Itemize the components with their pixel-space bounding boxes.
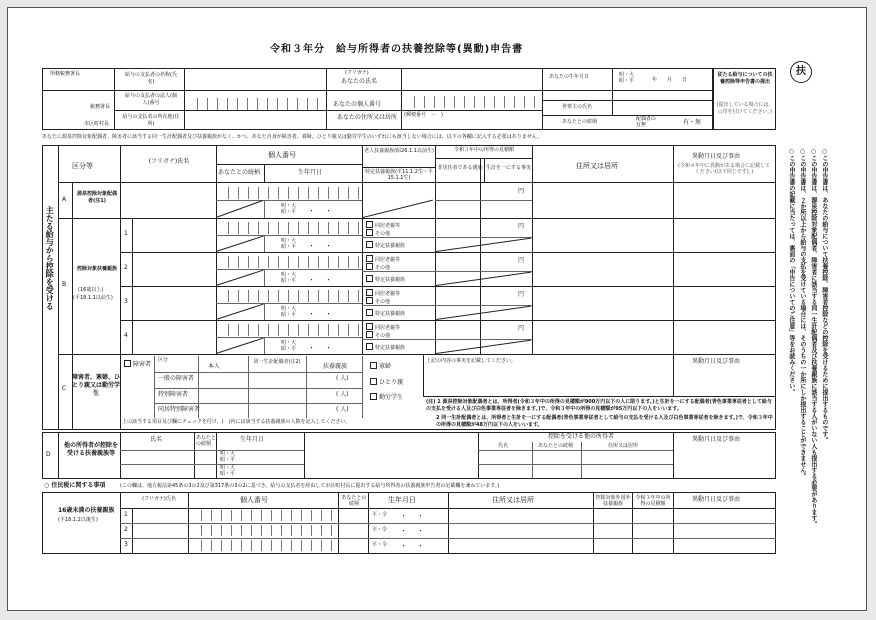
row-b-name-field[interactable]: [133, 321, 215, 353]
cohabit-handicap[interactable]: 同居特別障害者: [158, 406, 201, 413]
row-b-yen: 円: [518, 257, 525, 264]
row-d-other-rel: あなたとの続柄: [538, 443, 574, 449]
tax-office-suffix: 税務署長: [90, 104, 111, 110]
col-address: 住所又は居所: [576, 162, 618, 170]
row-b-yen: 円: [518, 291, 525, 298]
elderly-other-checkbox[interactable]: その他: [366, 331, 390, 339]
row-c-same-spouse: 同一生計配偶者(注2): [253, 359, 301, 365]
handicap-checkbox[interactable]: 障害者: [124, 360, 151, 368]
your-address-field[interactable]: [402, 120, 541, 129]
row-b-num: 3: [124, 298, 128, 305]
row-d-title: 他の所得者が控除を受ける扶養親族等: [64, 442, 119, 458]
row-b-num: 4: [124, 332, 128, 339]
elderly-parent-checkbox[interactable]: 同居老親等: [366, 221, 400, 229]
row-b-name-field[interactable]: [133, 287, 215, 319]
count-special[interactable]: ( 人): [336, 391, 349, 398]
resident-tax-title: 16歳未満の扶養親族: [58, 507, 115, 514]
row-b-mynumber-field[interactable]: [219, 324, 359, 336]
form-badge: 扶: [790, 61, 812, 83]
row-b-mynumber-field[interactable]: [219, 290, 359, 302]
elderly-parent-checkbox[interactable]: 同居老親等: [366, 255, 400, 263]
student-checkbox[interactable]: 勤労学生: [370, 393, 403, 401]
rt-mynumber-field[interactable]: [192, 540, 334, 551]
row-d-other-addr: 住所又は居所: [608, 443, 639, 449]
row-c-dependents: 扶養親族: [323, 363, 348, 370]
row-b-title: 控除対象扶養親族: [76, 266, 117, 272]
rt-row-num: 1: [124, 511, 128, 518]
rt-col-name: (フリガナ)氏名: [142, 496, 176, 502]
row-b-mynumber-field[interactable]: [219, 256, 359, 268]
row-b-mynumber-field[interactable]: [219, 222, 359, 234]
specific-dependent-checkbox[interactable]: 特定扶養親族: [366, 343, 405, 351]
row-c-kubun: 区分: [158, 357, 169, 363]
row-b-era[interactable]: 明・大昭・平: [281, 306, 297, 318]
rt-col-change: 異動月日及び事由: [692, 496, 741, 503]
resident-tax-header: ○ 住民税に関する事項: [44, 482, 106, 489]
row-d-deduct-col: 控除を受ける他の所得者: [548, 433, 615, 440]
elderly-other-checkbox[interactable]: その他: [366, 263, 390, 271]
row-c-letter: C: [62, 385, 67, 392]
elderly-other-checkbox[interactable]: その他: [366, 297, 390, 305]
col-change-note: (令和４年中に異動がある場合に記載してください(以下同じです)。): [678, 163, 770, 176]
rt-col-mynumber: 個人番号: [240, 496, 268, 504]
rt-era[interactable]: 平・令: [372, 512, 388, 518]
row-c-title: 障害者、寡婦、ひとり親又は勤労学生: [72, 374, 121, 397]
row-a-letter: A: [62, 196, 67, 203]
row-b-letter: B: [62, 281, 67, 288]
rt-col-rel: あなたとの続柄: [341, 495, 367, 507]
rt-col-nonres: 控除対象外国外扶養親族: [595, 495, 631, 507]
payer-number-label: 給与の支払者の法人(個人)番号: [125, 93, 177, 106]
payer-address-label: 給与の支払者の所在地(住所): [122, 114, 180, 127]
side-note: ○この申告書の記載に当たっては、裏面の「申告についてのご注意」等をお読みください。: [787, 148, 795, 395]
single-parent-checkbox[interactable]: ひとり親: [370, 378, 403, 386]
householder-label: 世帯主の氏名: [562, 104, 593, 110]
row-a-era[interactable]: 明・大昭・平: [281, 203, 297, 215]
col-livelihood: 生計を一にする事実: [486, 165, 532, 171]
row-b-era[interactable]: 明・大昭・平: [281, 238, 297, 250]
row-c-right-note: 上記の内容の事実を記載してください。: [426, 358, 517, 364]
payer-address-field[interactable]: [185, 111, 325, 129]
row-c-change: 異動月日及び事由: [692, 358, 741, 365]
side-note: ○この申告書は、源泉控除対象配偶者、障害者に該当する同一生計配偶者及び扶養親族に該当する人がいない人も提出する必要があります。: [809, 148, 817, 527]
row-d-era-1[interactable]: 明・大昭・平: [220, 451, 236, 463]
your-address-label: あなたの住所又は居所: [336, 114, 397, 121]
row-d-name-col: 氏名: [150, 436, 163, 443]
spouse-yes-no[interactable]: 有・無: [683, 119, 702, 126]
rt-mynumber-field[interactable]: [192, 525, 334, 536]
rt-row-num: 2: [124, 526, 128, 533]
row-a-name-field[interactable]: [121, 183, 215, 217]
col-income: 令和３年中の所得の見積額: [453, 147, 514, 153]
row-b-num: 1: [124, 230, 128, 237]
form-title: 令和３年分 給与所得者の扶養控除等(異動)申告書: [270, 44, 524, 55]
specific-dependent-checkbox[interactable]: 特定扶養親族: [366, 241, 405, 249]
row-b-yen: 円: [518, 223, 525, 230]
col-nonresident: 非居住者である親族: [437, 165, 483, 171]
tax-form-sheet: 令和３年分 給与所得者の扶養控除等(異動)申告書 扶 所轄税務署長 税務署長 市区町村長 給与の支払者の名称(氏名) 給与の支払者の法人(個人)番号 給与の支払者の所在地(住所) (フリガナ) あなたの氏名 あなたの個人番号 あなたの住所又は居所 (郵便番号 － ) あなたの生年月日 明・大昭・平 年 月 日 世帯主の氏名 あなたとの続柄 配偶者の有無 有・無 従たる給与についての扶養控除等申告書の提出 (提出している場合には、○印を付けてください。) あなたに源泉控除対象配偶者、障害者に該当する同一生計配偶者及び扶養親族がなく、かつ、あなた自身が障害者、寡婦、ひとり親又は勤労学生のいずれにも該当しない場合には、以下の各欄に記入する必要はありません。 主たる給与から控除を受ける 区分等 (フリガナ)氏名 個人番号 あなたとの続柄 生年月日 老人扶養親族(昭26.1.1以前生) 特定扶養親族(平11.1.2生～平15.1.1生) 令和３年中の所得の見積額 非居住者である親族 生計を一にする事実 住所又は居所 異動月日及び事由 (令和４年中に異動がある場合に記載してください(以下同じです)。) A 源泉控除対象配偶者(注1) 明・大昭・平 ・・ 円 B 控除対象扶養親族 (16歳以上) (平18.1.1以前生) C 障害者、寡婦、ひとり親又は勤労学生 障害者 区分 本人 同一生計配偶者(注2) 扶養親族 一般の障害者 特別障害者 同居特別障害者 ( 人) ( 人) ( 人) 寡婦 ひとり親 勤労学生 上の該当する項目及び欄にチェックを付け、( )内には該当する扶養親族の人数を記入してください。 上記の内容の事実を記載してください。 異動月日及び事由 (注) 1 源泉控除対象配偶者とは、所得者(令和３年中の所得の見積額が900万円以下の人に限ります。)と生計を一にする配偶者(青色事業専従者として給与の支払を受ける人及び白色事業専従者を除きます。)で、令和３年中の所得の見積額が95万円以下の人をいいます。 2 同一生計配偶者とは、所得者と生計を一にする配偶者(青色事業専従者として給与の支払を受ける人及び白色事業専従者を除きます。)で、令和３年中の所得の見積額が48万円以下の人をいいます。 D 他の所得者が控除を受ける扶養親族等 氏名 あなたとの続柄 生年月日 明・大昭・平 明・大昭・平 控除を受ける他の所得者 氏名 あなたとの続柄 住所又は居所 異動月日及び事由 ○ 住民税に関する事項 (この欄は、地方税法第45条の3の2及び第317条の3の2に基づき、給与の支払者を経由して市区町村長に提出する給与所得者の扶養親族申告書の記載欄を兼ねています。) 16歳未満の扶養親族 (平18.1.2以後生) (フリガナ)氏名 個人番号 あなたとの続柄 生年月日 住所又は居所 控除対象外国外扶養親族 令和３年中の所得の見積額 異動月日及び事由 1 明・大昭・平 ・・ 同居老親等 その他 特定扶養親族 円 2 明・大昭・平 ・・ 同居老親等 その他 特定扶養親族 円 3 明・大昭・平 ・・ 同居老親等 その他 特定扶養親族 円 4 明・大昭・平 ・・ 同居老親等 その他 特定扶養親族 円 1 平・令 ・・ 2 平・令 ・・ 3 平・令 ・・ ○この申告書は、あなたの給与について扶養控除、障害者控除などの控除を受けるために提出するものです。 ○この申告書は、源泉控除対象配偶者、障害者に該当する同一生計配偶者及び扶養親族に該当する人がいない人も提出する必要があります。 ○この申告書は、２か所以上から給与の支払を受けている場合には、そのうちの一か所にしか提出することができません。 ○この申告書の記載に当たっては、裏面の「申告についてのご注意」等をお読みください。: [7, 7, 867, 611]
elderly-parent-checkbox[interactable]: 同居老親等: [366, 289, 400, 297]
rt-era[interactable]: 平・令: [372, 527, 388, 533]
resident-tax-note: (この欄は、地方税法第45条の3の2及び第317条の3の2に基づき、給与の支払者を経由して市区町村長に提出する給与所得者の扶養親族申告書の記載欄を兼ねています。): [120, 483, 500, 489]
rt-col-income: 令和３年中の所得の見積額: [635, 495, 671, 507]
spouse-label: 配偶者の有無: [636, 116, 657, 128]
row-d-rel-col: あなたとの続柄: [196, 435, 217, 447]
elderly-other-checkbox[interactable]: その他: [366, 229, 390, 237]
count-general[interactable]: ( 人): [336, 375, 349, 382]
col-change: 異動月日及び事由: [692, 153, 741, 160]
row-d-other-name: 氏名: [498, 443, 509, 449]
payer-name-field[interactable]: [185, 69, 325, 89]
row-b-era[interactable]: 明・大昭・平: [281, 272, 297, 284]
your-name-field[interactable]: [402, 69, 541, 89]
row-d-letter: D: [46, 451, 51, 458]
col-name: (フリガナ)氏名: [148, 158, 190, 165]
col-elderly: 老人扶養親族(昭26.1.1以前生): [364, 148, 434, 154]
postal-code-label: (郵便番号 － ): [404, 112, 443, 118]
tax-office-label: 所轄税務署長: [50, 71, 81, 77]
your-number-field[interactable]: [405, 96, 535, 108]
elderly-parent-checkbox[interactable]: 同居老親等: [366, 323, 400, 331]
secondary-employer-note[interactable]: (提出している場合には、○印を付けてください。): [716, 102, 774, 115]
birth-date-field[interactable]: 年 月 日: [652, 77, 688, 83]
birth-era: 明・大昭・平: [619, 72, 635, 84]
your-furigana-label: (フリガナ): [345, 70, 369, 76]
payer-name-label: 給与の支払者の名称(氏名): [125, 72, 177, 85]
rt-era[interactable]: 平・令: [372, 542, 388, 548]
row-a-yen: 円: [518, 188, 525, 195]
row-c-note: 上の該当する項目及び欄にチェックを付け、( )内には該当する扶養親族の人数を記入してください。: [122, 419, 351, 425]
row-d-change: 異動月日及び事由: [692, 436, 741, 443]
main-section-label: 主たる給与から控除を受ける: [45, 206, 55, 310]
count-cohabit[interactable]: ( 人): [336, 406, 349, 413]
row-b-sub2: (平18.1.1以前生): [73, 295, 113, 301]
col-kubun: 区分等: [72, 162, 93, 170]
birth-label: あなたの生年月日: [549, 74, 590, 80]
row-a-mynumber-field[interactable]: [219, 187, 359, 199]
specific-dependent-checkbox[interactable]: 特定扶養親族: [366, 309, 405, 317]
rt-row-num: 3: [124, 541, 128, 548]
col-mynumber: 個人番号: [268, 151, 296, 159]
col-specific: 特定扶養親族(平11.1.2生～平15.1.1生): [365, 169, 433, 182]
widow-checkbox[interactable]: 寡婦: [370, 362, 391, 370]
row-a-title: 源泉控除対象配偶者(注1): [76, 191, 117, 204]
payer-number-field[interactable]: [188, 98, 318, 110]
row-b-era[interactable]: 明・大昭・平: [281, 340, 297, 352]
row-b-yen: 円: [518, 325, 525, 332]
note-2: 2 同一生計配偶者とは、所得者と生計を一にする配偶者(青色事業専従者として給与の支払を受ける人及び白色事業専従者を除きます。)で、令和３年中の所得の見積額が48万円以下の人をいいます。: [436, 415, 773, 428]
rt-col-birth: 生年月日: [388, 496, 416, 504]
rt-col-address: 住所又は居所: [492, 496, 534, 504]
row-d-era-2[interactable]: 明・大昭・平: [220, 465, 236, 477]
general-handicap[interactable]: 一般の障害者: [158, 375, 195, 382]
relation-label: あなたとの続柄: [562, 119, 598, 125]
side-note: ○この申告書は、あなたの給与について扶養控除、障害者控除などの控除を受けるために提出するものです。: [820, 148, 828, 443]
row-b-num: 2: [124, 264, 128, 271]
resident-tax-sub: (平18.1.2以後生): [58, 517, 98, 523]
side-note: ○この申告書は、２か所以上から給与の支払を受けている場合には、そのうちの一か所にしか提出することができません。: [798, 148, 806, 479]
row-d-birth-col: 生年月日: [240, 436, 265, 443]
col-birth: 生年月日: [298, 169, 323, 176]
row-b-name-field[interactable]: [133, 253, 215, 285]
row-b-name-field[interactable]: [133, 219, 215, 251]
city-suffix: 市区町村長: [84, 121, 110, 127]
specific-dependent-checkbox[interactable]: 特定扶養親族: [366, 275, 405, 283]
intro-text: あなたに源泉控除対象配偶者、障害者に該当する同一生計配偶者及び扶養親族がなく、かつ、あなた自身が障害者、寡婦、ひとり親又は勤労学生のいずれにも該当しない場合には、以下の各欄に記入する必要はありません。: [42, 134, 543, 140]
col-relation: あなたとの続柄: [218, 169, 261, 176]
row-c-person: 本人: [208, 363, 221, 370]
note-1: (注) 1 源泉控除対象配偶者とは、所得者(令和３年中の所得の見積額が900万円以下の人に限ります。)と生計を一にする配偶者(青色事業専従者として給与の支払を受ける人及び白色事業専従者を除きます。)で、令和３年中の所得の見積額が95万円以下の人をいいます。: [426, 399, 772, 412]
row-b-sub: (16歳以上): [78, 287, 104, 293]
secondary-employer-title: 従たる給与についての扶養控除等申告書の提出: [717, 72, 773, 85]
rt-mynumber-field[interactable]: [192, 510, 334, 521]
your-number-label: あなたの個人番号: [333, 101, 382, 108]
your-name-label: あなたの氏名: [341, 78, 378, 85]
special-handicap[interactable]: 特別障害者: [158, 391, 189, 398]
